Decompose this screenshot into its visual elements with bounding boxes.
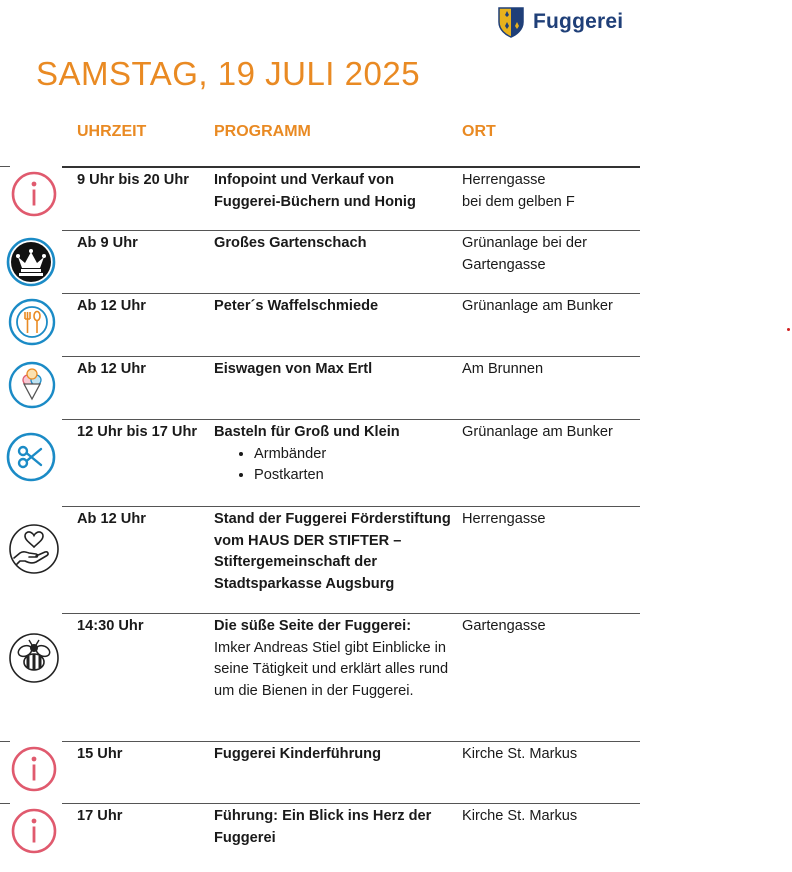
row-divider	[62, 741, 640, 742]
stray-dot	[787, 328, 790, 331]
row-time: 12 Uhr bis 17 Uhr	[77, 424, 198, 440]
row-place	[462, 359, 637, 381]
row-place	[462, 509, 637, 531]
row-time: Ab 12 Uhr	[77, 298, 146, 314]
row-divider	[62, 613, 640, 614]
row-place-line: Grünanlage am Bunker	[462, 424, 613, 440]
fuggerei-crest-icon	[497, 6, 525, 38]
row-program-title: Eiswagen von Max Ertl	[214, 361, 373, 377]
table-top-rule	[62, 166, 640, 168]
row-program-title: Peter´s Waffelschmiede	[214, 298, 379, 314]
row-time: Ab 12 Uhr	[77, 511, 146, 527]
fork-spoon-icon	[8, 298, 56, 346]
row-program-title: Fuggerei Kinderführung	[214, 746, 382, 762]
bee-icon	[8, 632, 60, 684]
row-place	[462, 616, 637, 638]
page-title: SAMSTAG, 19 JULI 2025	[36, 55, 421, 92]
row-divider	[0, 166, 10, 167]
logo-text: Fuggerei	[533, 10, 624, 33]
row-program	[214, 806, 459, 849]
row-time: Ab 12 Uhr	[77, 361, 146, 377]
row-time: 9 Uhr bis 20 Uhr	[77, 172, 189, 188]
chess-queen-icon	[6, 237, 56, 287]
row-place	[462, 422, 637, 444]
row-place-line: Herrengasse	[462, 172, 546, 188]
info-icon	[10, 170, 58, 218]
ice-cream-icon	[8, 361, 56, 409]
row-divider	[62, 803, 640, 804]
info-icon	[10, 745, 58, 793]
row-place-line: Kirche St. Markus	[462, 808, 578, 824]
row-place-line: Grünanlage am Bunker	[462, 298, 613, 314]
row-program	[214, 296, 459, 318]
row-program	[214, 616, 459, 702]
row-time: 15 Uhr	[77, 746, 123, 762]
info-icon	[10, 807, 58, 855]
row-place	[462, 744, 637, 766]
row-divider	[0, 741, 10, 742]
row-place	[462, 233, 637, 276]
row-program-title: Die süße Seite der Fuggerei:	[214, 618, 412, 634]
row-program-title: Stand der Fuggerei Förderstiftung vom HAUS DER STIFTER – Stiftergemeinschaft der Stadtsparkasse Augsburg	[214, 511, 451, 592]
row-program	[214, 233, 459, 255]
scissors-icon	[6, 432, 56, 482]
row-place-line: Herrengasse	[462, 511, 546, 527]
row-program	[214, 422, 459, 487]
row-place	[462, 170, 637, 213]
row-program	[214, 359, 459, 381]
row-place-line: Am Brunnen	[462, 361, 544, 377]
heart-hand-icon	[8, 523, 60, 575]
fuggerei-logo	[497, 6, 623, 38]
row-divider	[62, 419, 640, 420]
row-program	[214, 170, 459, 213]
row-place-line: Kirche St. Markus	[462, 746, 578, 762]
row-program	[214, 509, 459, 595]
row-program-description: Imker Andreas Stiel gibt Einblicke in seine Tätigkeit und erklärt alles rund um die Bienen in der Fuggerei.	[214, 639, 449, 699]
row-divider	[62, 356, 640, 357]
row-time: Ab 9 Uhr	[77, 235, 138, 251]
row-place-line: Gartengasse	[462, 256, 546, 273]
row-place	[462, 806, 637, 828]
row-place-line: Grünanlage bei der	[462, 235, 587, 251]
row-program	[214, 744, 459, 766]
row-place-line: bei dem gelben F	[462, 193, 575, 210]
row-program-title: Großes Gartenschach	[214, 235, 367, 251]
row-program-title: Basteln für Groß und Klein	[214, 424, 400, 440]
row-time: 17 Uhr	[77, 808, 123, 824]
row-program-title: Infopoint und Verkauf von Fuggerei-Büchern und Honig	[214, 172, 416, 210]
row-time: 14:30 Uhr	[77, 618, 144, 634]
row-program-title: Führung: Ein Blick ins Herz der Fuggerei	[214, 808, 432, 846]
row-place-line: Gartengasse	[462, 618, 546, 634]
list-item: • Postkarten	[254, 465, 459, 487]
column-header-time: UHRZEIT	[77, 123, 147, 140]
row-divider	[0, 803, 10, 804]
row-divider	[62, 230, 640, 231]
bullet-list	[214, 444, 459, 487]
list-item: • Armbänder	[254, 444, 459, 466]
row-divider	[62, 293, 640, 294]
column-header-place: ORT	[462, 123, 496, 140]
column-header-program: PROGRAMM	[214, 123, 311, 140]
row-divider	[62, 506, 640, 507]
row-place	[462, 296, 637, 318]
